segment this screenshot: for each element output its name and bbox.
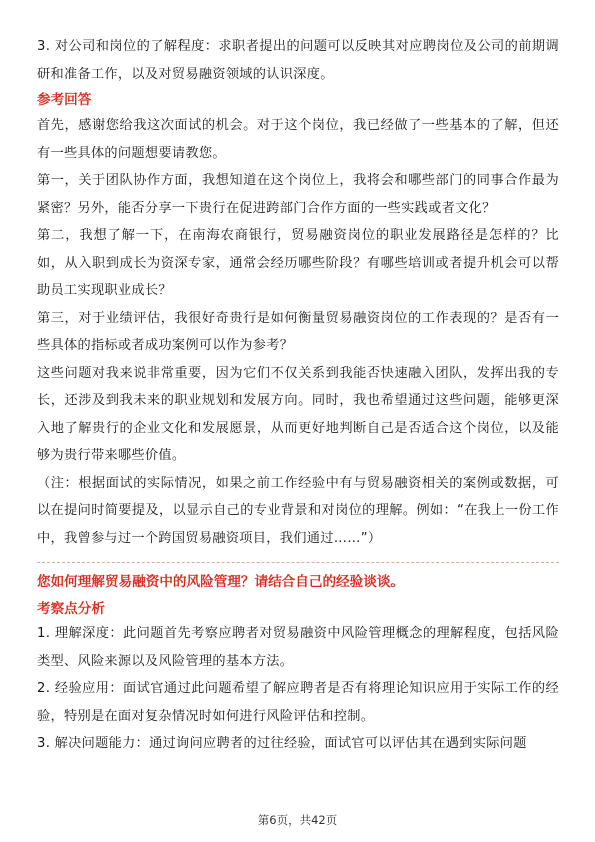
page-number-footer: 第6页，共42页 <box>257 813 338 827</box>
section-divider <box>37 562 559 563</box>
answer-paragraph: 第一，关于团队协作方面，我想知道在这个岗位上，我将会和哪些部门的同事合作最为紧密？另外，能否分享一下贵行在促进跨部门合作方面的一些实践或者文化？ <box>37 173 559 216</box>
answer-paragraph: 这些问题对我来说非常重要，因为它们不仅关系到我能否快速融入团队，发挥出我的专长，还涉及到我未来的职业规划和发展方向。同时，我也希望通过这些问题，能够更深入地了解贵行的企业文化和发展愿景，从而更好地判断自己是否适合这个岗位，以及能够为贵行带来哪些价值。 <box>37 365 559 463</box>
analysis-item: 1. 理解深度：此问题首先考察应聘者对贸易融资中风险管理概念的理解程度，包括风险类型、风险来源以及风险管理的基本方法。 <box>37 626 559 669</box>
answer-paragraph: 第三，对于业绩评估，我很好奇贵行是如何衡量贸易融资岗位的工作表现的？是否有一些具体的指标或者成功案例可以作为参考？ <box>37 310 559 353</box>
analysis-item: 3. 解决问题能力：通过询问应聘者的过往经验，面试官可以评估其在遇到实际问题 <box>37 736 527 751</box>
intro-paragraph: 3. 对公司和岗位的了解程度：求职者提出的问题可以反映其对应聘岗位及公司的前期调研和准备工作，以及对贸易融资领域的认识深度。 <box>37 39 559 82</box>
answer-note-paragraph: （注：根据面试的实际情况，如果之前工作经验中有与贸易融资相关的案例或数据，可以在提问时简要提及，以显示自己的专业背景和对岗位的理解。例如：“在我上一份工作中，我曾参与过一个跨国贸易融资项目，我们通过……”） <box>37 475 559 546</box>
document-body <box>37 33 559 758</box>
reference-answer-heading: 参考回答 <box>37 92 92 108</box>
answer-paragraph: 首先，感谢您给我这次面试的机会。对于这个岗位，我已经做了一些基本的了解，但还有一些具体的问题想要请教您。 <box>37 118 559 161</box>
analysis-heading: 考察点分析 <box>37 601 105 617</box>
answer-paragraph: 第二，我想了解一下，在南海农商银行，贸易融资岗位的职业发展路径是怎样的？比如，从入职到成长为资深专家，通常会经历哪些阶段？有哪些培训或者提升机会可以帮助员工实现职业成长？ <box>37 228 559 298</box>
analysis-item: 2. 经验应用：面试官通过此问题希望了解应聘者是否有将理论知识应用于实际工作的经验，特别是在面对复杂情况时如何进行风险评估和控制。 <box>37 681 559 724</box>
interview-question: 您如何理解贸易融资中的风险管理？请结合自己的经验谈谈。 <box>37 574 405 590</box>
